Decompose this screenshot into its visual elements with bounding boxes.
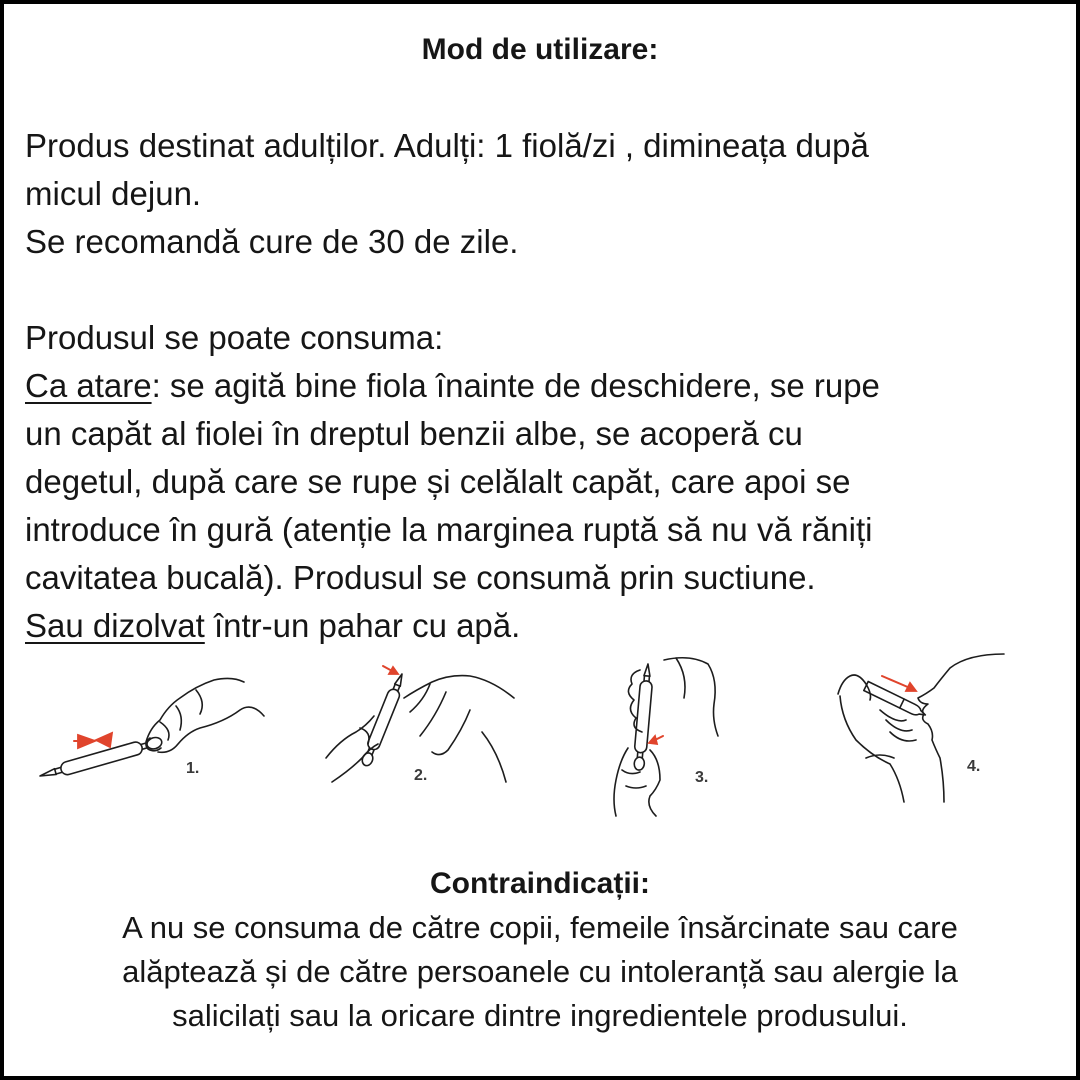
usage-title: Mod de utilizare: xyxy=(421,33,659,66)
face-profile-illustration xyxy=(918,654,1004,802)
option1-line: cavitatea bucală). Produsul se consumă prin suctiune. xyxy=(25,559,816,596)
red-arrow-icon xyxy=(74,733,112,748)
red-arrow-icon xyxy=(649,736,663,744)
hand-illustration xyxy=(146,678,264,752)
step-1-number: 1. xyxy=(186,760,200,777)
red-arrow-icon xyxy=(383,666,398,674)
usage-steps-illustrations xyxy=(0,640,1080,830)
step-2-number: 2. xyxy=(414,767,428,784)
usage-instructions xyxy=(25,122,880,650)
contraindications-title: Contraindicații: xyxy=(429,867,650,900)
option1-line: degetul, după care se rupe și celălalt capăt, care apoi se xyxy=(25,463,851,500)
step-4-number: 4. xyxy=(967,758,981,775)
dosage-line: micul dejun. xyxy=(25,175,202,212)
dosage-line: Produs destinat adulților. Adulți: 1 fiolă/zi , dimineața după xyxy=(25,127,869,164)
blank-line xyxy=(25,266,880,314)
hand-illustration xyxy=(838,675,916,802)
contraindications-line: alăptează și de către persoanele cu intoleranță sau alergie la xyxy=(122,954,958,989)
step-2-illustration xyxy=(326,666,514,782)
step-3-illustration xyxy=(614,658,718,816)
option2-label: Sau dizolvat xyxy=(25,607,205,644)
contraindications-section xyxy=(0,862,1080,1038)
consume-intro: Produsul se poate consuma: xyxy=(25,319,444,356)
option1-first-line xyxy=(25,362,880,410)
step-3-number: 3. xyxy=(695,769,709,786)
contraindications-line: salicilați sau la oricare dintre ingredientele produsului. xyxy=(172,998,908,1033)
option1-line: un capăt al fiolei în dreptul benzii albe, se acoperă cu xyxy=(25,415,803,452)
dosage-line: Se recomandă cure de 30 de zile. xyxy=(25,223,519,260)
step-1-illustration xyxy=(38,678,264,782)
option1-line: introduce în gură (atenție la marginea ruptă să nu vă răniți xyxy=(25,511,873,548)
contraindications-line: A nu se consuma de către copii, femeile însărcinate sau care xyxy=(122,910,958,945)
option1-label: Ca atare xyxy=(25,367,152,404)
step-4-illustration xyxy=(838,654,1004,802)
hand-illustration xyxy=(614,658,718,816)
red-arrow-icon xyxy=(882,676,916,691)
ampoule-illustration xyxy=(864,682,928,720)
option1-first-rest: : se agită bine fiola înainte de deschidere, se rupe xyxy=(151,367,880,404)
option2-rest: într-un pahar cu apă. xyxy=(204,607,521,644)
